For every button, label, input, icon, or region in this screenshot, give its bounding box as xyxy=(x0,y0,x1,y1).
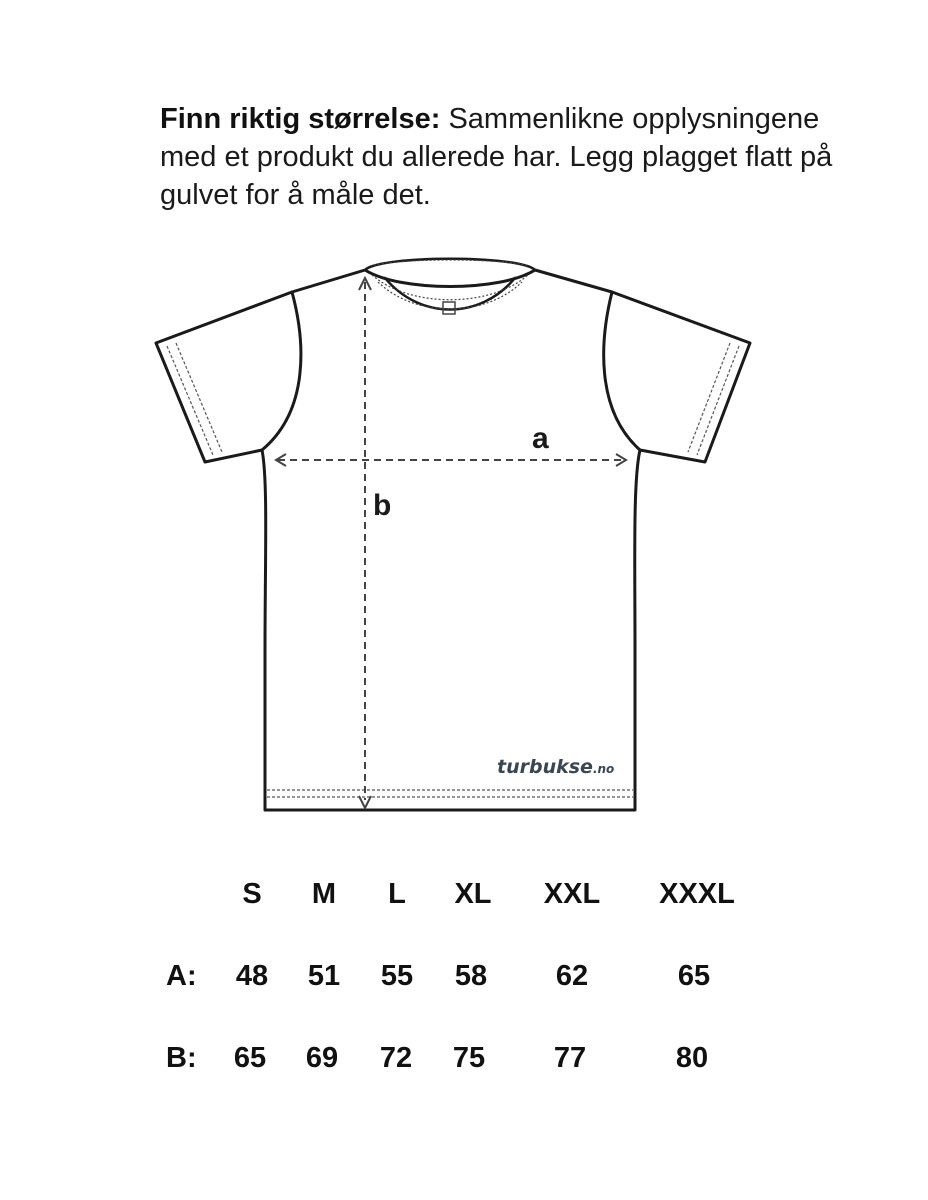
size-header-l: L xyxy=(388,878,406,910)
row-a-value: 51 xyxy=(307,960,341,992)
brand-name: turbukse xyxy=(497,756,593,778)
tshirt-outline xyxy=(156,259,750,810)
brand-logo xyxy=(497,756,614,778)
size-header-xl: XL xyxy=(454,878,492,910)
row-b-value: 77 xyxy=(553,1042,587,1074)
row-a-value: 55 xyxy=(380,960,414,992)
size-header-s: S xyxy=(242,878,262,910)
size-header-xxl: XXL xyxy=(543,878,601,910)
row-a-value: 48 xyxy=(235,960,269,992)
row-a-value: 62 xyxy=(555,960,589,992)
row-label-a: A: xyxy=(166,960,197,992)
row-b-value: 80 xyxy=(675,1042,709,1074)
row-a-value: 65 xyxy=(677,960,711,992)
label-a: a xyxy=(532,422,549,455)
row-label-b: B: xyxy=(166,1042,197,1074)
measure-b-arrow xyxy=(359,278,371,808)
sleeve-hem-stitching xyxy=(167,343,739,455)
row-b-value: 75 xyxy=(452,1042,486,1074)
row-b-value: 69 xyxy=(305,1042,339,1074)
size-header-m: M xyxy=(311,878,337,910)
size-header-xxxl: XXXL xyxy=(659,878,735,910)
intro-lead: Finn riktig størrelse: xyxy=(160,103,441,135)
row-b-value: 72 xyxy=(379,1042,413,1074)
brand-tld: .no xyxy=(592,762,615,776)
neck-label xyxy=(443,302,455,314)
intro-body: Sammenlikne opplysningene med et produkt du allerede har. Legg plagget flatt på gulvet for å måle det. xyxy=(160,103,833,211)
measure-a-arrow xyxy=(276,454,626,466)
row-b-value: 65 xyxy=(233,1042,267,1074)
row-a-value: 58 xyxy=(454,960,488,992)
label-b: b xyxy=(373,489,392,522)
bottom-hem-stitching xyxy=(267,790,633,797)
